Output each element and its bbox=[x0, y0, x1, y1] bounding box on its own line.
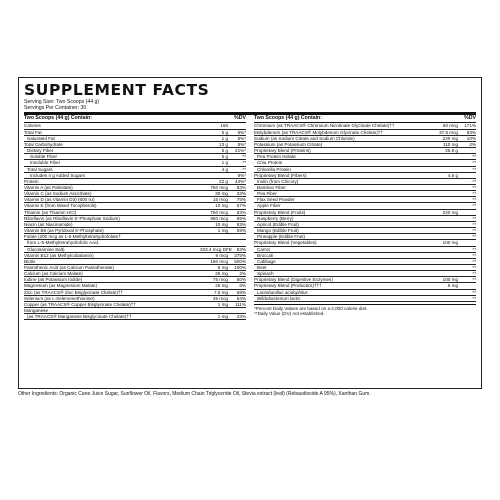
nutrient-amount: 4.6 g bbox=[447, 172, 458, 178]
nutrient-name: Proprietary Blend (Proteins) bbox=[254, 148, 311, 154]
nutrient-dv: 59% bbox=[236, 228, 246, 234]
nutrient-dv: ** bbox=[242, 160, 246, 166]
left-column bbox=[24, 115, 250, 320]
nutrient-amount bbox=[200, 240, 230, 245]
header-dv: %DV bbox=[464, 115, 476, 122]
nutrient-name: Carrot bbox=[257, 246, 270, 252]
nutrient-dv bbox=[460, 148, 476, 153]
nutrient-amount: 1 mg bbox=[217, 314, 228, 320]
nutrient-dv: 64% bbox=[236, 295, 246, 301]
nutrient-dv: 10% bbox=[466, 135, 476, 141]
footnotes bbox=[254, 304, 476, 317]
nutrient-amount bbox=[430, 265, 460, 270]
nutrient-name: Beet bbox=[257, 265, 267, 270]
nutrient-name: Folate (200 mcg as L-5-Methyltetrahydrofolate† bbox=[24, 234, 121, 240]
nutrient-name: Calcium (as Calcium Malate) bbox=[24, 271, 83, 277]
nutrient-amount: 6 g bbox=[221, 148, 228, 154]
nutrient-amount: 22 g bbox=[219, 178, 228, 184]
nutrient-name: (as TRAACS® Manganese Bisglycinate Chelate)†† bbox=[27, 314, 132, 320]
nutrient-dv: 68% bbox=[236, 289, 246, 295]
panel-title: SUPPLEMENT FACTS bbox=[24, 81, 210, 99]
nutrient-name: Niacin (as Niacinamide) bbox=[24, 221, 73, 227]
nutrient-dv: ** bbox=[472, 154, 476, 160]
nutrient-amount: 37.5 mcg bbox=[439, 129, 458, 135]
nutrient-row bbox=[254, 296, 476, 302]
facts-columns bbox=[24, 115, 476, 320]
nutrient-name: Vitamin E (from Mixed Tocopherols) bbox=[24, 203, 97, 209]
nutrient-dv: ** bbox=[472, 184, 476, 190]
nutrient-dv: ** bbox=[472, 178, 476, 184]
nutrient-name: Total Carbohydrate bbox=[24, 141, 63, 147]
nutrient-amount: 35 mcg bbox=[212, 295, 228, 301]
nutrient-amount bbox=[200, 173, 230, 178]
nutrient-name: Chia Protein bbox=[257, 160, 283, 166]
nutrient-name: Includes 4 g Added Sugars bbox=[30, 172, 85, 178]
nutrient-name: Lactobacillus acidophilus bbox=[257, 289, 308, 295]
nutrient-amount: 10 mg bbox=[215, 221, 228, 227]
supplement-facts-panel bbox=[18, 77, 482, 389]
nutrient-name: Biotin bbox=[24, 258, 36, 264]
nutrient-name: Glucosamine Salt) bbox=[27, 246, 65, 252]
nutrient-name: Insoluble Fiber bbox=[30, 160, 61, 166]
nutrient-name: Copper (as TRAACS® Copper Bisglycinate Chelate)†† bbox=[24, 301, 136, 307]
nutrient-dv: 63% bbox=[236, 221, 246, 227]
nutrient-amount: 25.5 g bbox=[445, 148, 458, 154]
nutrient-dv bbox=[230, 123, 246, 128]
nutrient-name: Total Sugars bbox=[27, 166, 53, 172]
nutrient-dv: 111% bbox=[234, 301, 246, 307]
servings-per-container: Servings Per Container: 30 bbox=[24, 105, 87, 112]
nutrient-name: Chlorella Protein bbox=[257, 166, 291, 172]
nutrient-dv: ** bbox=[472, 271, 476, 277]
nutrient-name: Flax Seed Powder bbox=[257, 197, 295, 203]
nutrient-amount bbox=[430, 185, 460, 190]
nutrient-name: Dietary Fiber bbox=[27, 148, 54, 154]
nutrient-amount: 4 g bbox=[221, 166, 228, 172]
nutrient-amount bbox=[430, 228, 460, 233]
nutrient-amount: 750 mcg bbox=[210, 209, 228, 215]
left-column-header bbox=[24, 115, 246, 123]
nutrient-amount bbox=[430, 179, 460, 184]
nutrient-amount: 220 mg bbox=[442, 135, 458, 141]
nutrient-name: Thiamin (as Thiamin HCl) bbox=[24, 209, 76, 215]
nutrient-name: Riboflavin (as Riboflavin 5'-Phosphate Sodium) bbox=[24, 215, 120, 221]
right-column-header bbox=[254, 115, 476, 123]
nutrient-amount bbox=[430, 247, 460, 252]
nutrient-amount: 110 mg bbox=[443, 141, 458, 147]
nutrient-dv: 171% bbox=[464, 123, 476, 129]
nutrient-dv: 63% bbox=[236, 209, 246, 215]
nutrient-amount: 5 g bbox=[221, 129, 228, 135]
nutrient-name: Mango (Edible Fruit) bbox=[257, 228, 299, 234]
nutrient-name: Apricot (Edible Fruit) bbox=[257, 221, 299, 227]
nutrient-name: Vitamin B12 (as Methylcobalamin) bbox=[24, 252, 94, 258]
nutrient-amount: 850 mcg bbox=[210, 215, 228, 221]
nutrient-dv: ** bbox=[472, 166, 476, 172]
nutrient-name: Iodine (as Potassium Iodide) bbox=[24, 277, 83, 283]
nutrient-name: Proprietary Blend (Fruits) bbox=[254, 209, 306, 215]
nutrient-name: Zinc (as TRAACS® Zinc Bisglycinate Chelate)†† bbox=[24, 289, 124, 295]
nutrient-dv: 83% bbox=[466, 129, 476, 135]
nutrient-amount bbox=[200, 234, 230, 239]
nutrient-amount: 5 g bbox=[221, 154, 228, 160]
nutrient-name: Soluble Fiber bbox=[30, 154, 58, 160]
nutrient-dv: 75% bbox=[236, 197, 246, 203]
nutrient-amount: 10 mg bbox=[215, 203, 228, 209]
nutrient-name: Inulin (from Chicory) bbox=[257, 178, 299, 184]
nutrient-dv: 83% bbox=[236, 246, 246, 252]
nutrient-amount: 1 mg bbox=[217, 301, 228, 307]
nutrient-amount bbox=[200, 308, 230, 313]
nutrient-amount bbox=[430, 191, 460, 196]
serving-size: Serving Size: Two Scoops (44 g) bbox=[24, 99, 100, 105]
nutrient-name: Pineapple (Edible Fruit) bbox=[257, 234, 306, 240]
nutrient-amount: 333.4 mcg DFE bbox=[200, 246, 232, 252]
nutrient-amount bbox=[430, 234, 460, 239]
nutrient-dv: 2% bbox=[469, 141, 476, 147]
nutrient-amount bbox=[430, 216, 460, 221]
nutrient-dv: ** bbox=[472, 258, 476, 264]
nutrient-amount: 13 g bbox=[219, 141, 228, 147]
nutrient-dv: 43% bbox=[236, 314, 246, 320]
nutrient-amount bbox=[430, 271, 460, 276]
nutrient-name: Vitamin B6 (as Pyridoxal 5'-Phosphate) bbox=[24, 228, 104, 234]
nutrient-name: Selenium (as L-Selenomethionine) bbox=[24, 295, 95, 301]
nutrient-dv: ** bbox=[472, 203, 476, 209]
nutrient-amount bbox=[430, 160, 460, 165]
nutrient-amount: 150 mcg bbox=[210, 258, 228, 264]
nutrient-dv: ** bbox=[472, 277, 476, 283]
nutrient-dv: ** bbox=[472, 252, 476, 258]
nutrient-name: Manganese bbox=[24, 308, 49, 314]
nutrient-amount: 25 mg bbox=[215, 283, 228, 289]
nutrient-dv: 100% bbox=[234, 265, 246, 270]
right-column bbox=[250, 115, 476, 320]
nutrient-amount: 75 mcg bbox=[212, 277, 228, 283]
nutrient-dv: ** bbox=[472, 295, 476, 301]
header-dv: %DV bbox=[234, 115, 246, 122]
left-rows bbox=[24, 123, 246, 320]
nutrient-dv: ** bbox=[472, 246, 476, 252]
nutrient-dv: ** bbox=[472, 197, 476, 203]
nutrient-name: Pea Protein Isolate bbox=[257, 154, 296, 160]
other-ingredients: Other Ingredients: Organic Cane Juice Sugar, Sunflower Oil, Flavors, Medium Chain Triglyceride Oil, Stevia extract (leaf) (Rebaudioside A 95%), Xanthan Gum. bbox=[18, 391, 371, 397]
nutrient-name: Proprietary Blend (Probiotics)††† bbox=[254, 283, 322, 289]
nutrient-amount bbox=[430, 197, 460, 202]
nutrient-amount bbox=[430, 259, 460, 264]
nutrient-dv: 6% bbox=[239, 283, 246, 289]
nutrient-name: Total Fat bbox=[24, 129, 42, 135]
nutrient-amount: 60 mcg bbox=[442, 123, 458, 129]
nutrient-name: Saturated Fat bbox=[27, 135, 55, 141]
nutrient-name: Vitamin D (as Vitamin D3) (600 IU) bbox=[24, 197, 95, 203]
nutrient-amount: 7.5 mg bbox=[213, 289, 228, 295]
nutrient-amount: 160 bbox=[220, 123, 228, 129]
nutrient-dv bbox=[460, 240, 476, 245]
nutrient-name: Raspberry (Berry) bbox=[257, 215, 294, 221]
nutrient-name: Proprietary Blend (Fibers) bbox=[254, 172, 307, 178]
nutrient-dv: ** bbox=[472, 160, 476, 166]
nutrient-name: Pantothenic Acid (as Calcium Pantothenate) bbox=[24, 265, 114, 270]
nutrient-dv: ** bbox=[242, 166, 246, 172]
nutrient-amount: 15 mcg bbox=[212, 197, 228, 203]
nutrient-amount: 5 mg bbox=[447, 283, 458, 289]
nutrient-amount: 100 mg bbox=[442, 277, 458, 283]
nutrient-dv: 375% bbox=[234, 252, 246, 258]
nutrient-dv: 5%* bbox=[237, 141, 246, 147]
nutrient-dv: 33% bbox=[236, 191, 246, 197]
nutrient-name: Molybdenum (as TRAACS® Molybdenum Glycinate Chelate)†† bbox=[254, 129, 383, 135]
nutrient-name: Vitamin C (as Sodium Ascorbate) bbox=[24, 191, 92, 197]
nutrient-dv: 2% bbox=[239, 271, 246, 277]
nutrient-amount bbox=[430, 203, 460, 208]
nutrient-amount bbox=[430, 253, 460, 258]
nutrient-amount: 1 g bbox=[221, 160, 228, 166]
nutrient-name: Proprietary Blend (Vegetables) bbox=[254, 240, 317, 246]
nutrient-dv: 65% bbox=[236, 215, 246, 221]
nutrient-dv: 83% bbox=[236, 184, 246, 190]
nutrient-amount: 100 mg bbox=[442, 240, 458, 246]
nutrient-dv bbox=[230, 234, 246, 239]
right-rows bbox=[254, 123, 476, 302]
nutrient-name: Proprietary Blend (Digestive Enzymes) bbox=[254, 277, 333, 283]
nutrient-dv: ** bbox=[472, 215, 476, 221]
nutrient-dv: ** bbox=[472, 289, 476, 295]
nutrient-amount: 5 mg bbox=[217, 265, 228, 270]
nutrient-dv bbox=[230, 308, 246, 313]
nutrient-dv: 21%* bbox=[235, 148, 246, 154]
nutrient-amount: 1 g bbox=[221, 135, 228, 141]
nutrient-dv: ** bbox=[242, 154, 246, 160]
nutrient-amount bbox=[430, 154, 460, 159]
nutrient-dv: ** bbox=[472, 221, 476, 227]
nutrient-name: Pea Fiber bbox=[257, 191, 277, 197]
nutrient-name: Bamboo Fiber bbox=[257, 184, 286, 190]
nutrient-amount: 1 mg bbox=[217, 228, 228, 234]
nutrient-name: Potassium (as Potassium Citrate) bbox=[254, 141, 323, 147]
nutrient-amount bbox=[430, 296, 460, 301]
nutrient-dv: ** bbox=[472, 228, 476, 234]
nutrient-name: Sodium (as Sodium Citrate and Sodium Chloride) bbox=[254, 135, 355, 141]
nutrient-row bbox=[24, 314, 246, 320]
nutrient-amount: 9 mcg bbox=[215, 252, 228, 258]
header-label: Two Scoops (44 g) Contain: bbox=[254, 115, 322, 122]
nutrient-amount: 220 mg bbox=[442, 209, 458, 215]
nutrient-dv: 44%* bbox=[235, 178, 246, 184]
nutrient-name: Cabbage bbox=[257, 258, 276, 264]
nutrient-name: Spinach bbox=[257, 271, 274, 277]
nutrient-amount bbox=[430, 290, 460, 295]
nutrient-name: Chromium (as TRAACS® Chromium Nicotinate Glycinate Chelate)†† bbox=[254, 123, 395, 129]
nutrient-dv: 5%* bbox=[237, 135, 246, 141]
nutrient-dv bbox=[460, 210, 476, 215]
nutrient-name: Apple Fiber bbox=[257, 203, 281, 209]
nutrient-name: Bifidobacterium lactis bbox=[257, 295, 301, 301]
nutrient-name: Calories bbox=[24, 123, 41, 129]
nutrient-amount bbox=[430, 222, 460, 227]
nutrient-dv: 50% bbox=[236, 277, 246, 283]
nutrient-dv bbox=[460, 283, 476, 288]
nutrient-amount: 25 mg bbox=[215, 271, 228, 277]
header-label: Two Scoops (44 g) Contain: bbox=[24, 115, 92, 122]
nutrient-name: Magnesium (as Magnesium Malate) bbox=[24, 283, 98, 289]
nutrient-name: Vitamin A (as Palmitate) bbox=[24, 184, 73, 190]
footnote-dv-basis: *Percent Daily Values are based on a 2,000 calorie diet. bbox=[254, 305, 368, 311]
nutrient-name: Broccoli bbox=[257, 252, 274, 258]
nutrient-dv: ** bbox=[472, 191, 476, 197]
nutrient-dv: 6%* bbox=[237, 129, 246, 135]
nutrient-dv bbox=[230, 240, 246, 245]
nutrient-dv bbox=[460, 173, 476, 178]
nutrient-name: from L-5-Methyltetrahydrofolic Acid, bbox=[27, 240, 100, 246]
nutrient-dv: 500% bbox=[234, 258, 246, 264]
nutrient-dv: ** bbox=[472, 234, 476, 240]
footnote-dv-not-established: **Daily Value (DV) not established. bbox=[254, 311, 325, 317]
nutrient-amount: 750 mcg bbox=[210, 184, 228, 190]
nutrient-dv: ** bbox=[472, 265, 476, 270]
nutrient-amount bbox=[430, 167, 460, 172]
nutrient-name: Protein bbox=[24, 178, 39, 184]
nutrient-dv: 8%* bbox=[237, 172, 246, 178]
nutrient-amount: 30 mg bbox=[215, 191, 228, 197]
nutrient-dv: 67% bbox=[236, 203, 246, 209]
